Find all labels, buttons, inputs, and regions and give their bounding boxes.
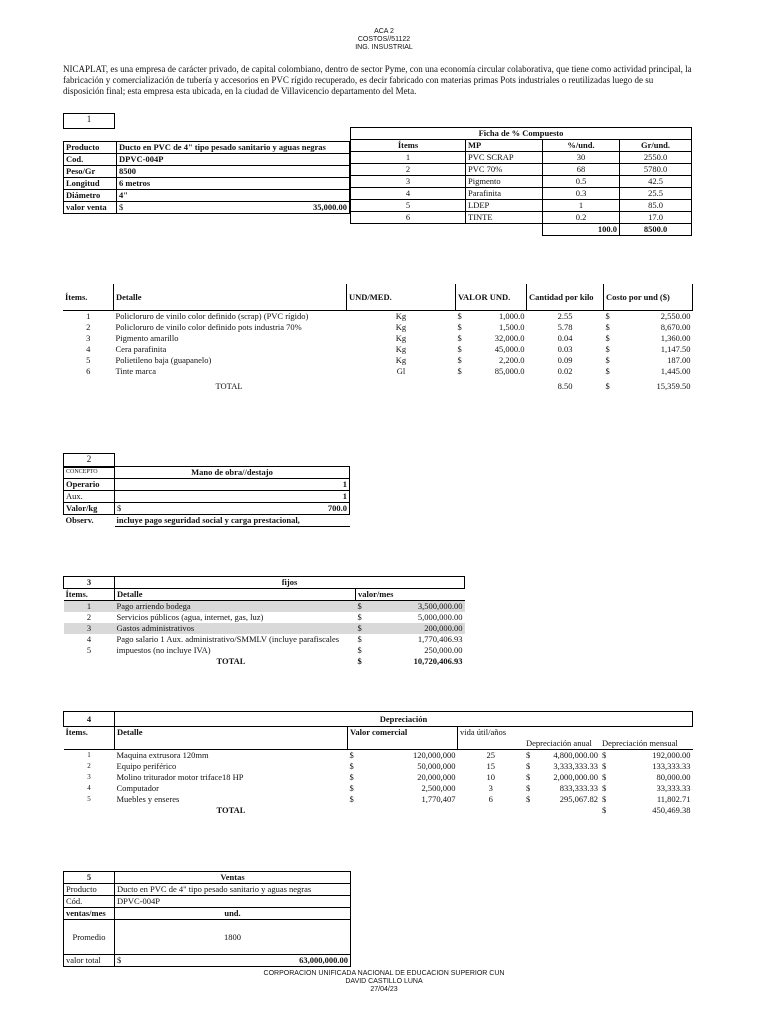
header-line-2: COSTOS//51122 [357,36,411,43]
ventas-title: Ventas [115,872,351,884]
costos-total-label: TOTAL [215,381,243,391]
document-header [0,28,768,52]
mano-obra-table [63,466,350,527]
table-row: 5 impuestos (no incluye IVA) $ 250,000.00 [86,645,463,655]
costos-table: Ítems. Detalle UND/MED. VALOR UND. Cantidad por kilo Costo por und ($) 1 Policloruro de vinilo color definido (scrap) (PVC rígido) Kg $ 1,000.0 2.55 $ 2,550.00 2 Policloruro de vinilo color definido pots industria 70% Kg $ 1,500.0 5.78 $ 8,670.00 3 Pigmento amarillo Kg $ 32,000.0 0.04 $ 1,360.00 4 Cera parafinita Kg $ 45,000.0 0.03 $ 1,147.50 5 Polietileno baja (guapanelo) Kg $ 2,200.0 0.09 $ 187.00 6 Tinte marca Gl $ 85,000.0 0.02 $ 1,445.00 TOTAL 8.50 $ 15,359.50 [63,284,693,392]
ventas-producto-label: Producto [64,884,115,896]
table-row: 2 Policloruro de vinilo color definido pots industria 70% Kg $ 1,500.0 5.78 $ 8,670.00 [86,322,691,332]
observ-label: Observ. [65,515,94,526]
table-row: 3 Pigmento amarillo Kg $ 32,000.0 0.04 $ 1,360.00 [86,333,691,343]
section-1-number: 1 [63,113,115,129]
ventas-und-label: und. [115,908,351,920]
section-4-number: 4 [64,712,115,727]
table-row: 1 Maquina extrusora 120mm $ 120,000,000 25 $ 4,800,000.00 $ 192,000.00 [64,750,693,762]
fijos-header-items: Ítems. [64,589,115,601]
dep-total-label: TOTAL [216,805,246,815]
table-row: 3 Gastos administrativos $ 200,000.00 [64,623,465,634]
valor-venta-currency: $ [119,202,124,212]
ventas-cod-label: Cód. [64,896,115,908]
depreciacion-table: 4 Depreciación Ítems. Detalle Valor comercial vida útil/años Depreciación anual Depreciación mensual 1 Maquina extrusora 120mm $ 120,000,000 25 $ 4,800,000.00 $ 192,000.00 2 Equipo periférico $ 50,000,000 15 $ 3,333,333.33 $ 133,333.33 3 Molino triturador motor triface18 HP $ 20,000,000 10 $ 2,000,000.00 $ 80,000.00 4 Computador $ 2,500,000 3 $ 833,333.33 $ 33,333.33 5 Muebles y enseres $ 1,770,407 6 $ 295,067.82 $ 11,802.71 TOTAL $ 450,469.38 [65,713,691,815]
diametro-value: 4" [117,190,350,202]
fijos-title: fijos [115,577,465,589]
ficha-header-mp: MP [466,140,543,152]
section-5-number: 5 [64,872,115,884]
table-row: 4 Computador $ 2,500,000 3 $ 833,333.33 $ 33,333.33 [87,783,691,793]
fijos-total-valor: 10,720,406.93 [413,656,463,666]
table-row: 2 Servicios públicos (agua, internet, gas, luz) $ 5,000,000.00 [86,612,463,622]
ventas-table: 5 Ventas Producto Ducto en PVC de 4" tipo pesado sanitario y aguas negras Cód. DPVC-004P ventas/mes und. Promedio 1800 valor total $ 63,000,000.00 [63,871,351,967]
dep-header-vida: vida útil/años [458,727,525,750]
footer-line-3: 27/04/23 [370,986,398,993]
fijos-table: 3 fijos Ítems. Detalle valor/mes 1 Pago arriendo bodega $ 3,500,000.00 2 Servicios públicos (agua, internet, gas, luz) $ 5,000,000.00 3 Gastos administrativos $ 200,000.00 4 Pago salario 1 Aux. administrativo/SMMLV (incluye parafiscales $ 1,770,406.93 5 impuestos (no incluye IVA) $ 250,000.00 TOTAL $ 10,720,406.93 [65,577,463,666]
ficha-compuesto-table [350,127,692,236]
ventas-valor-total-value: 63,000,000.00 [129,955,351,967]
costos-header-cantidad: Cantidad por kilo [527,284,604,311]
ficha-title: Ficha de % Compuesto [351,128,692,140]
ficha-row: 3 Pigmento 0.5 42.5 [351,176,692,188]
header-line-1: ACA 2 [374,28,394,35]
product-label: Producto [64,142,117,154]
table-row: 1 Pago arriendo bodega $ 3,500,000.00 [64,601,465,613]
product-table [63,141,350,214]
table-row: 4 Pago salario 1 Aux. administrativo/SMMLV (incluye parafiscales $ 1,770,406.93 [86,634,463,644]
costos-header-detalle: Detalle [114,284,347,311]
costos-total-costo: 15,359.50 [656,381,691,391]
aux-value: 1 [115,491,350,503]
footer-line-2: DAVID CASTILLO LUNA [345,978,423,985]
table-row: 6 Tinte marca Gl $ 85,000.0 0.02 $ 1,445.00 [86,366,691,376]
ficha-row: 1 PVC SCRAP 30 2550.0 [351,152,692,164]
dep-total-mensual: 450,469.38 [652,805,691,815]
section-2-number: 2 [63,453,115,468]
valor-kg-currency: $ [115,503,130,515]
operario-label: Operario [64,479,115,491]
ficha-header-items: Ítems [351,140,466,152]
ficha-header-pct: %/und. [543,140,620,152]
table-row: 5 Muebles y enseres $ 1,770,407 6 $ 295,067.82 $ 11,802.71 [87,794,691,804]
valor-venta-value: 35,000.00 [131,202,350,214]
ficha-row: 5 LDEP 1 85.0 [351,200,692,212]
valor-kg-value: 700.0 [129,503,350,515]
table-row: 2 Equipo periférico $ 50,000,000 15 $ 3,333,333.33 $ 133,333.33 [87,761,691,771]
valor-venta-label: valor venta [64,202,117,214]
fijos-header-valor: valor/mes [356,589,465,601]
product-value: Ducto en PVC de 4" tipo pesado sanitario y aguas negras [117,142,350,154]
costos-total-cant: 8.50 [557,381,573,391]
cod-label: Cod. [64,154,117,166]
table-row: 3 Molino triturador motor triface18 HP $ 20,000,000 10 $ 2,000,000.00 $ 80,000.00 [87,772,691,782]
table-row: 5 Polietileno baja (guapanelo) Kg $ 2,200.0 0.09 $ 187.00 [86,355,691,365]
dep-header-items: Ítems. [65,727,88,737]
ventas-valor-total-label: valor total [64,955,115,967]
document-footer [0,970,768,994]
longitud-value: 6 metros [117,178,350,190]
ficha-total-pct: 100.0 [543,224,620,236]
costos-header-und: UND/MED. [347,284,456,311]
table-row: 1 Policloruro de vinilo color definido (scrap) (PVC rígido) Kg $ 1,000.0 2.55 $ 2,550.00 [63,311,693,323]
dep-header-mensual: Depreciación mensual [602,738,678,748]
ventas-promedio-value: 1800 [115,920,351,955]
ficha-header-gr: Gr/und. [620,140,692,152]
intro-paragraph: NICAPLAT, es una empresa de carácter privado, de capital colombiano, dentro de sector Pyme, con una economía circular colaborativa, que tiene como actividad principal, la fabricación y comercialización de tubería y accesorios en PVC rígido recuperado, es decir fabricado con materias primas Pots industriales o reutilizadas luego de su disposición final; esta empresa esta ubicada, en la ciudad de Villavicencio departamento del Meta. [63,64,692,96]
ficha-total-gr: 8500.0 [620,224,692,236]
fijos-header-detalle: Detalle [115,589,356,601]
peso-label: Peso/Gr [64,166,117,178]
ventas-mes-label: ventas/mes [64,908,115,920]
section-3-number: 3 [64,577,115,589]
table-row: 4 Cera parafinita Kg $ 45,000.0 0.03 $ 1,147.50 [86,344,691,354]
costos-header-valor: VALOR UND. [456,284,527,311]
valor-kg-label: Valor/kg [64,503,115,515]
dep-header-detalle: Detalle [115,727,348,750]
operario-value: 1 [115,479,350,491]
fijos-total-label: TOTAL [216,656,246,666]
peso-value: 8500 [117,166,350,178]
costos-header-costo: Costo por und ($) [604,284,693,311]
observ-value: incluye pago seguridad social y carga prestacional, [115,515,350,527]
longitud-label: Longitud [64,178,117,190]
ventas-producto-value: Ducto en PVC de 4" tipo pesado sanitario y aguas negras [115,884,351,896]
diametro-label: Diámetro [64,190,117,202]
footer-line-1: CORPORACION UNIFICADA NACIONAL DE EDUCACION SUPERIOR CUN [263,970,505,977]
cod-value: DPVC-004P [117,154,350,166]
ventas-promedio-label: Promedio [64,920,115,955]
aux-label: Aux. [64,491,115,503]
costos-header-items: Ítems. [65,291,88,302]
dep-header-valor: Valor comercial [348,727,458,750]
ficha-row: 4 Parafinita 0.3 25.5 [351,188,692,200]
dep-header-anual: Depreciación anual [526,738,592,748]
ficha-row: 2 PVC 70% 68 5780.0 [351,164,692,176]
mano-obra-title: Mano de obra//destajo [115,467,350,479]
ventas-cod-value: DPVC-004P [115,896,351,908]
header-line-3: ING. INSUSTRIAL [355,44,413,51]
ficha-row: 6 TINTE 0.2 17.0 [351,212,692,224]
depreciacion-title: Depreciación [115,712,693,727]
concepto-label: CONCEPTO [64,467,115,479]
